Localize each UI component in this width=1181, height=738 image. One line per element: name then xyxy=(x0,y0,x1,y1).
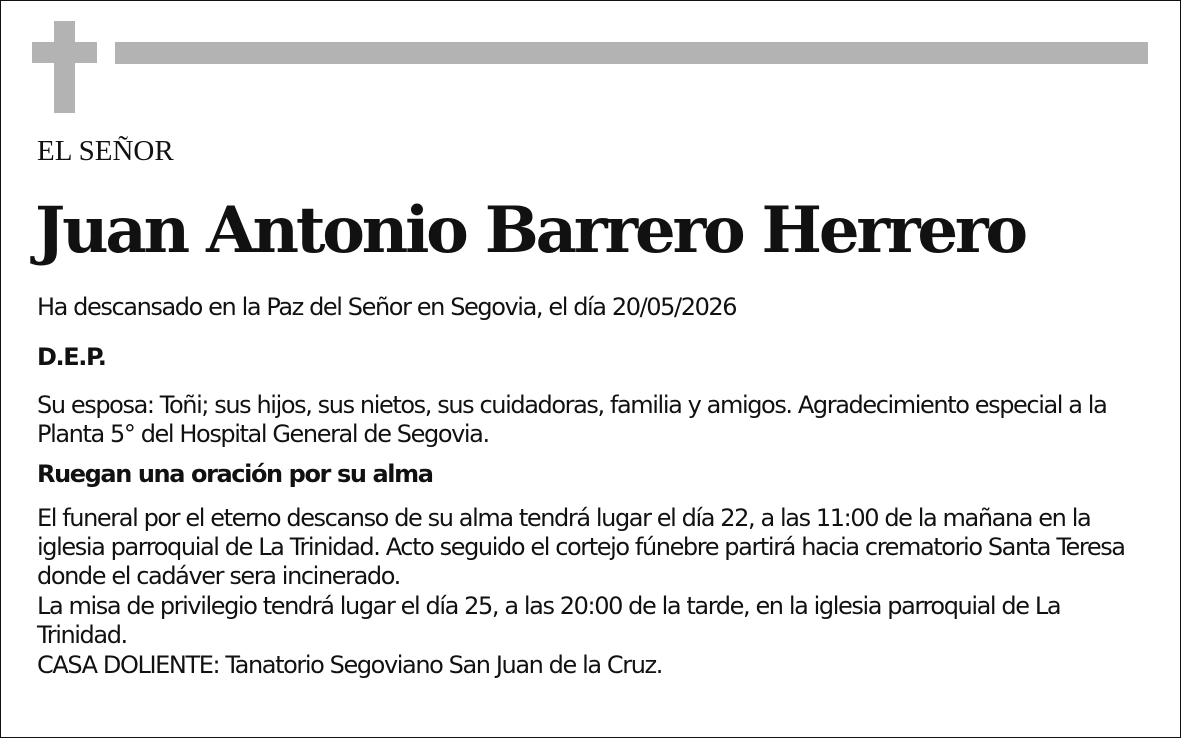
mourning-house-line: CASA DOLIENTE: Tanatorio Segoviano San Juan de la Cruz. xyxy=(37,651,662,679)
funeral-paragraph: El funeral por el eterno descanso de su alma tendrá lugar el día 22, a las 11:00 de la mañana en la iglesia parroquial de La Trinidad. Acto seguido el cortejo fúnebre partirá hacia crematorio Santa Teresa donde el cadáver sera incinerado. xyxy=(37,504,1125,590)
deceased-name: Juan Antonio Barrero Herrero xyxy=(35,193,1025,268)
header-divider-bar xyxy=(115,42,1148,64)
honorific-title: EL SEÑOR xyxy=(37,135,174,167)
death-notice-line: Ha descansado en la Paz del Señor en Segovia, el día 20/05/2026 xyxy=(37,293,737,321)
mass-paragraph: La misa de privilegio tendrá lugar el día 25, a las 20:00 de la tarde, en la iglesia parroquial de La Trinidad. xyxy=(37,592,1061,649)
prayer-request-heading: Ruegan una oración por su alma xyxy=(37,460,433,488)
cross-icon-horizontal-beam xyxy=(32,42,97,63)
rip-label: D.E.P. xyxy=(37,343,106,371)
cross-icon-vertical-beam xyxy=(54,21,75,113)
family-paragraph: Su esposa: Toñi; sus hijos, sus nietos, sus cuidadoras, familia y amigos. Agradecimiento especial a la Planta 5° del Hospital General de Segovia. xyxy=(37,391,1107,448)
